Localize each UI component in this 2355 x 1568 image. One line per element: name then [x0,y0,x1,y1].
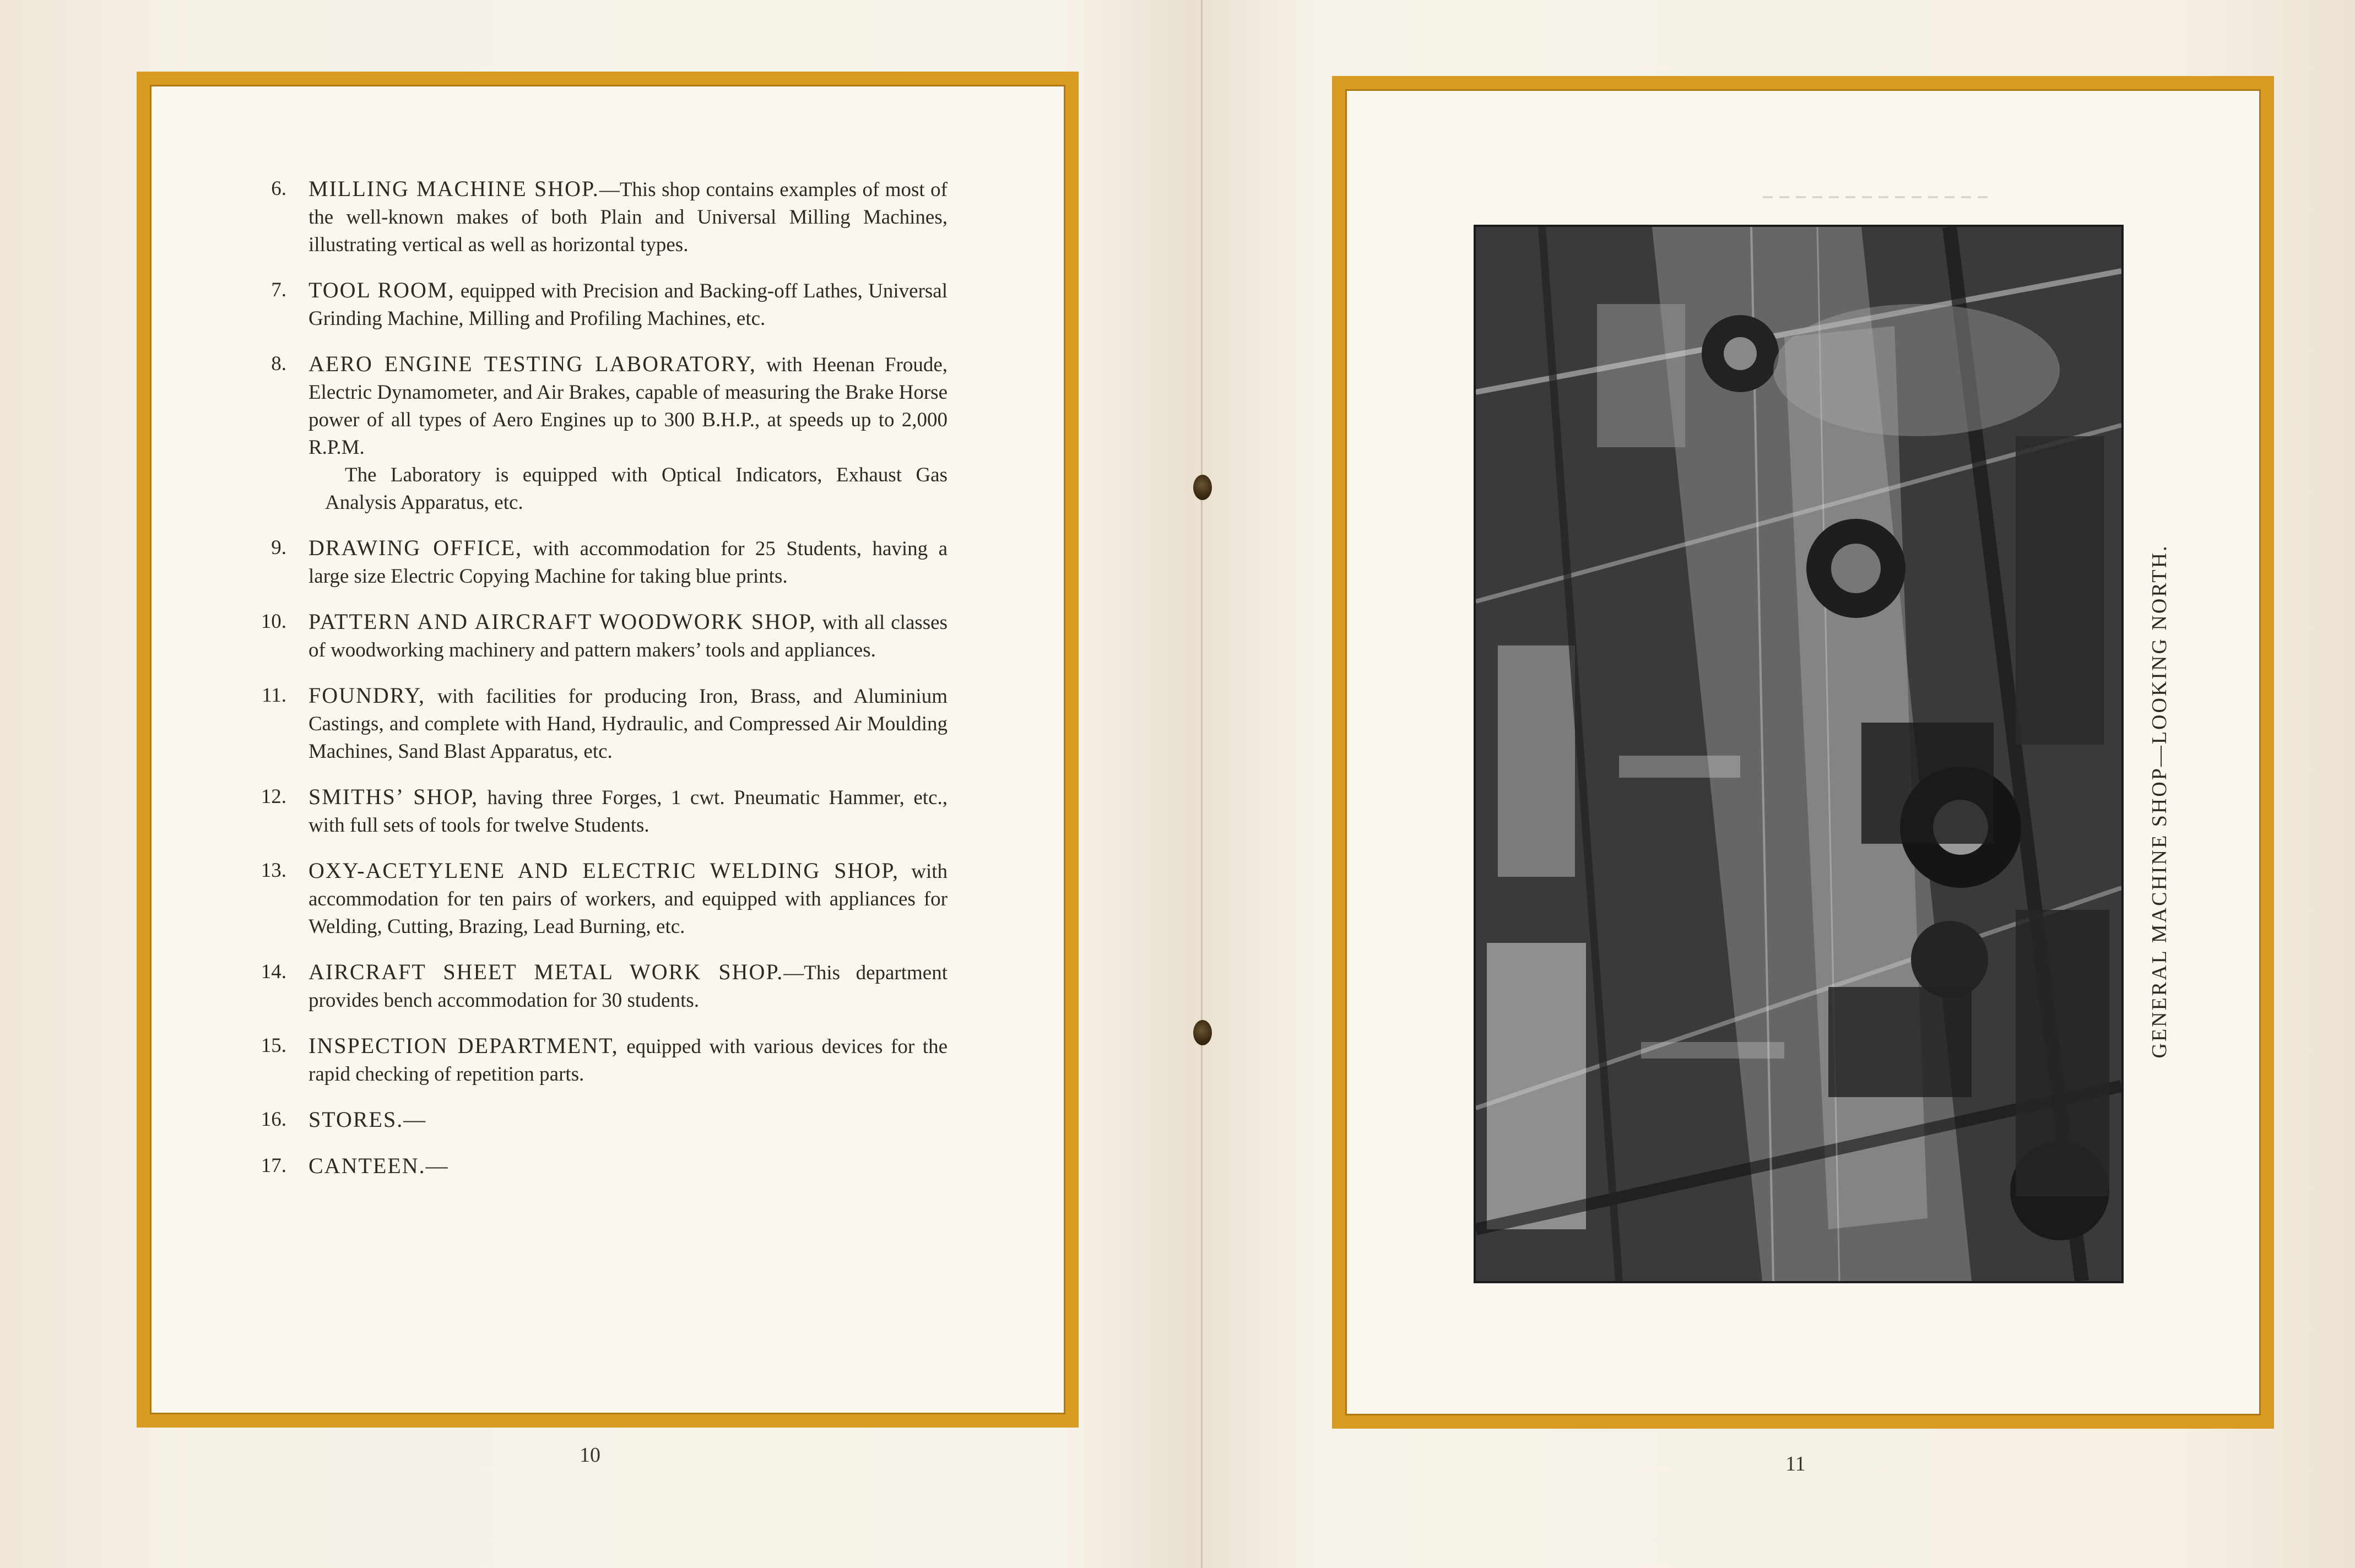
list-item-text [308,534,948,590]
staple-top [1193,475,1212,500]
list-item-text [308,175,948,259]
list-item [248,175,948,259]
list-item-title: MILLING MACHINE SHOP. [308,176,599,201]
list-item-text [308,1032,948,1088]
list-item-text [308,783,948,839]
staple-bottom [1193,1020,1212,1045]
list-item-title: TOOL ROOM, [308,278,455,302]
list-item [248,276,948,333]
list-item-title: STORES.— [308,1107,427,1132]
list-item-number: 16. [261,1108,286,1131]
list-item-title: PATTERN AND AIRCRAFT WOODWORK SHOP, [308,609,816,634]
list-item-description: equipped with Precision and Backing-off Lathes, Universal Grinding Machine, Milling and Profiling Machines, etc. [308,280,948,330]
list-item-text [308,276,948,333]
list-item-text [308,682,948,766]
list-item-title: DRAWING OFFICE, [308,535,523,560]
list-item-description: with Heenan Froude, Electric Dynamometer, and Air Brakes, capable of measuring the Brake Horse power of all types of Aero Engines up to 300 B.H.P., at speeds up to 2,000 R.P.M. [308,354,948,459]
photo-caption: GENERAL MACHINE SHOP—LOOKING NORTH. [2148,544,2171,1059]
list-item-number: 11. [262,684,286,707]
book-gutter [1201,0,1203,1568]
list-item-description: —This shop contains examples of most of the well-known makes of both Plain and Universal Milling Machines, illustrating vertical as well as horizontal types. [308,178,948,256]
list-item-description: having three Forges, 1 cwt. Pneumatic Hammer, etc., with full sets of tools for twelve Students. [308,786,948,837]
list-item-number: 7. [271,279,286,301]
list-item [248,608,948,664]
list-item-description: with accommodation for 25 Students, having a large size Electric Copying Machine for taking blue prints. [308,538,948,588]
machine-shop-photo [1474,225,2124,1283]
left-page-number: 10 [580,1444,600,1467]
faint-print-mark [1763,196,1994,198]
list-item [248,350,948,517]
list-item-title: OXY-ACETYLENE AND ELECTRIC WELDING SHOP, [308,858,900,883]
list-item-note: The Laboratory is equipped with Optical Indicators, Exhaust Gas Analysis Apparatus, etc. [325,464,948,514]
list-item-number: 10. [261,610,286,633]
list-item-title: INSPECTION DEPARTMENT, [308,1033,619,1058]
list-item [248,682,948,766]
list-item [248,1032,948,1088]
list-item-number: 15. [261,1034,286,1057]
facility-list [248,175,948,1198]
list-item-number: 14. [261,961,286,983]
list-item-text [308,1106,948,1135]
list-item [248,958,948,1014]
list-item-title: AIRCRAFT SHEET METAL WORK SHOP. [308,959,784,984]
list-item [248,783,948,839]
list-item-title: CANTEEN.— [308,1153,449,1178]
list-item-text [308,350,948,462]
list-item-description: with facilities for producing Iron, Brass, and Aluminium Castings, and complete with Hand, Hydraulic, and Compressed Air Moulding Machines, Sand Blast Apparatus, etc. [308,685,948,763]
list-item [248,857,948,941]
list-item-number: 8. [271,352,286,375]
list-item [248,1152,948,1181]
list-item-description: with all classes of woodworking machinery and pattern makers’ tools and appliances. [308,611,948,661]
machine-shop-photo-illustration [1476,227,2121,1281]
list-item-number: 13. [261,859,286,882]
list-item-text [308,857,948,941]
right-page-number: 11 [1785,1452,1806,1475]
list-item-description: with accommodation for ten pairs of workers, and equipped with appliances for Welding, Cutting, Brazing, Lead Burning, etc. [308,860,948,938]
list-item-number: 9. [271,536,286,559]
list-item-number: 17. [261,1154,286,1177]
list-item-description: equipped with various devices for the rapid checking of repetition parts. [308,1035,948,1086]
list-item-text [308,1152,948,1181]
list-item-text [308,608,948,664]
list-item-number: 12. [261,785,286,808]
list-item-title: FOUNDRY, [308,683,425,708]
list-item [248,534,948,590]
list-item [248,1106,948,1135]
list-item-number: 6. [271,177,286,200]
list-item-title: SMITHS’ SHOP, [308,784,479,809]
list-item-description: —This department provides bench accommodation for 30 students. [308,962,948,1012]
list-item-text [308,958,948,1014]
list-item-title: AERO ENGINE TESTING LABORATORY, [308,351,756,376]
